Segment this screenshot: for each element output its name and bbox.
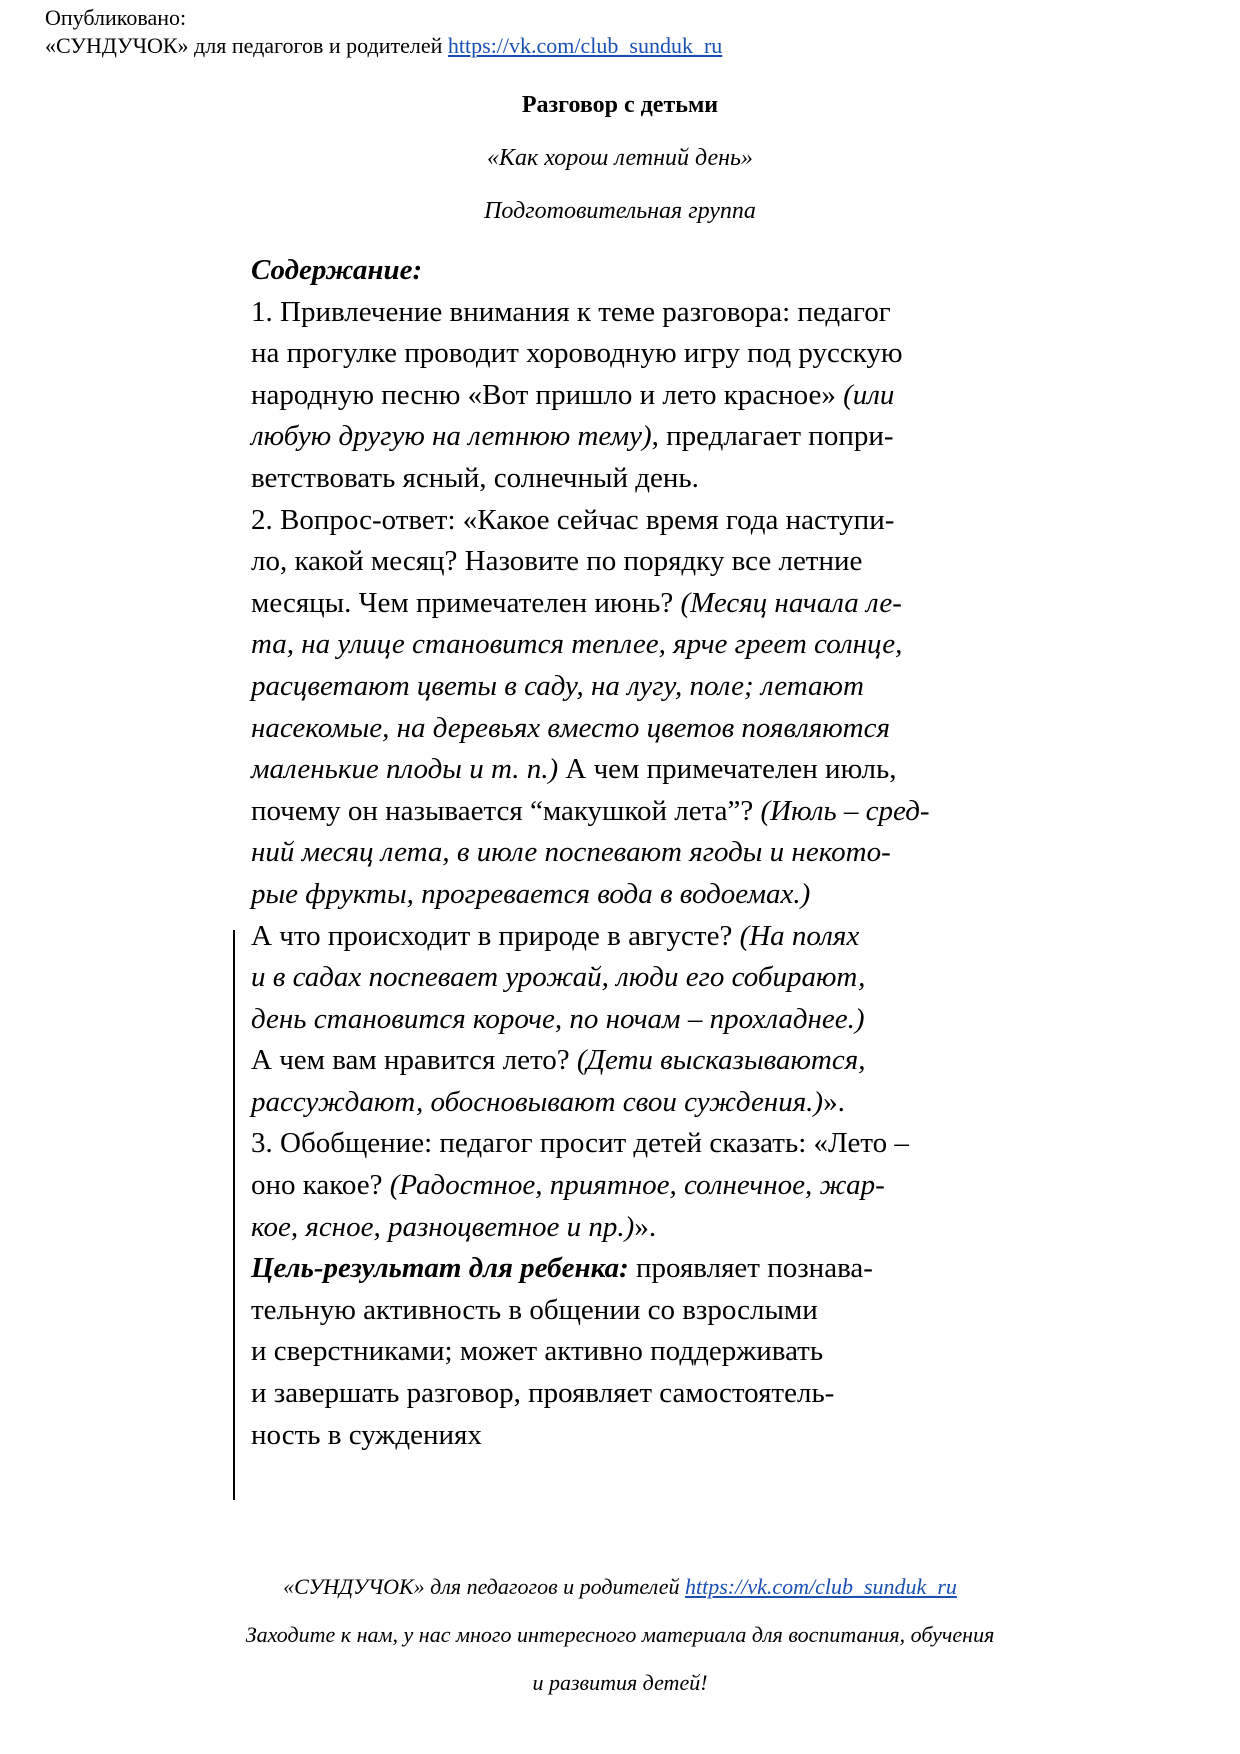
- content-body: [251, 250, 1031, 1456]
- text-line: месяцы. Чем примечателен июнь? (Месяц начала ле-: [251, 586, 902, 619]
- footer-invite-line1: Заходите к нам, у нас много интересного материала для воспитания, обучения: [245, 1622, 995, 1647]
- goal-label: Цель-результат для ребенка:: [251, 1252, 629, 1285]
- text-line: любую другую на летнюю тему), предлагает попри-: [251, 420, 894, 453]
- text-line: на прогулке проводит хороводную игру под русскую: [251, 337, 903, 370]
- text-line: почему он называется “макушкой лета”? (Июль – сред-: [251, 794, 930, 827]
- header-link[interactable]: https://vk.com/club_sunduk_ru: [447, 33, 723, 58]
- text-line: ний месяц лета, в июле поспевают ягоды и некото-: [251, 836, 891, 869]
- text-line: рассуждают, обосновывают свои суждения.)».: [251, 1085, 845, 1118]
- text-line: ветствовать ясный, солнечный день.: [251, 461, 699, 494]
- text-line: рые фрукты, прогревается вода в водоемах.): [251, 877, 811, 910]
- content-heading: Содержание:: [251, 254, 423, 286]
- text-line: насекомые, на деревьях вместо цветов появляются: [251, 711, 890, 744]
- text-line: 2. Вопрос-ответ: «Какое сейчас время года наступи-: [251, 503, 895, 536]
- text-line: расцветают цветы в саду, на лугу, поле; летают: [251, 669, 864, 702]
- goal-line: Цель-результат для ребенка: проявляет познава-: [251, 1252, 873, 1285]
- text-line: А что происходит в природе в августе? (На полях: [251, 919, 860, 952]
- text-line: маленькие плоды и т. п.) А чем примечателен июль,: [251, 753, 897, 786]
- text-line: ность в суждениях: [251, 1418, 482, 1451]
- footer-link[interactable]: https://vk.com/club_sunduk_ru: [684, 1574, 957, 1599]
- page-title: Разговор с детьми: [521, 92, 719, 118]
- text-line: кое, ясное, разноцветное и пр.)».: [251, 1210, 657, 1243]
- footer-invite-line2: и развития детей!: [532, 1670, 708, 1695]
- text-line: и сверстниками; может активно поддерживать: [251, 1335, 824, 1368]
- group-subtitle: Подготовительная группа: [484, 198, 756, 224]
- text-line: та, на улице становится теплее, ярче греет солнце,: [251, 628, 903, 661]
- text-line: и завершать разговор, проявляет самостоятель-: [251, 1377, 835, 1410]
- text-line: тельную активность в общении со взрослыми: [251, 1293, 818, 1326]
- text-line: 1. Привлечение внимания к теме разговора: педагог: [251, 295, 891, 328]
- text-line: и в садах поспевает урожай, люди его собирают,: [251, 961, 866, 994]
- header-site-text: «СУНДУЧОК» для педагогов и родителей: [45, 33, 443, 58]
- published-label: Опубликовано:: [45, 5, 187, 30]
- text-line: А чем вам нравится лето? (Дети высказываются,: [251, 1044, 866, 1077]
- text-line: оно какое? (Радостное, приятное, солнечное, жар-: [251, 1169, 885, 1202]
- header-site-line: [45, 32, 722, 60]
- text-line: 3. Обобщение: педагог просит детей сказать: «Лето –: [251, 1127, 909, 1160]
- margin-line: [233, 930, 235, 1500]
- footer-site-line: [0, 1574, 1240, 1600]
- topic-subtitle: «Как хорош летний день»: [487, 145, 753, 171]
- footer-site-text: «СУНДУЧОК» для педагогов и родителей: [283, 1574, 680, 1599]
- text-line: день становится короче, по ночам – прохладнее.): [251, 1002, 865, 1035]
- text-line: народную песню «Вот пришло и лето красное» (или: [251, 378, 895, 411]
- text-line: ло, какой месяц? Назовите по порядку все летние: [251, 545, 863, 578]
- header: [45, 4, 722, 60]
